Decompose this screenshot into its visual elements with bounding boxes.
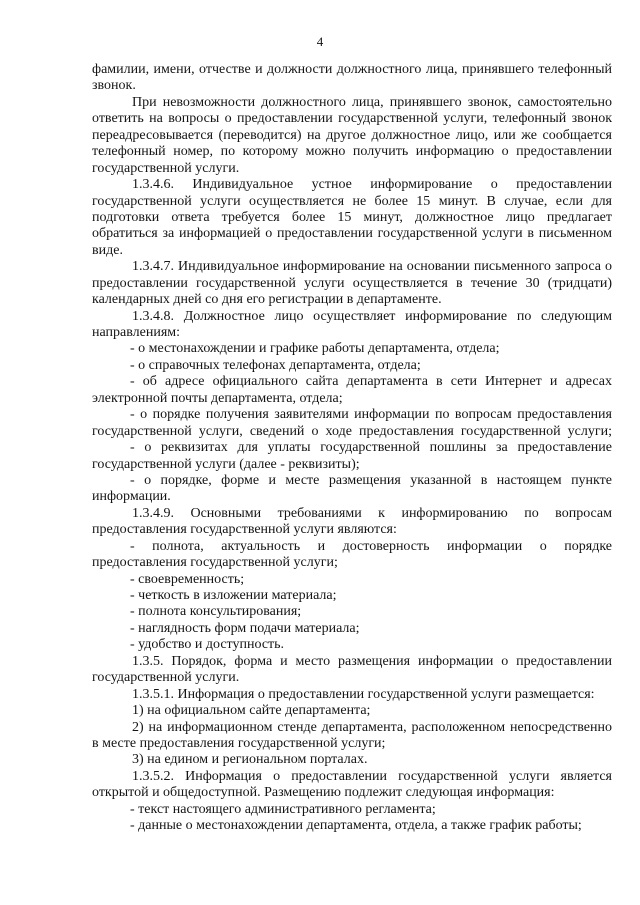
- text-line: открытой и общедоступной. Размещению подлежит следующая информация:: [92, 785, 555, 801]
- text-line: предоставлении государственной услуги осуществляется в течение 30 (тридцати): [92, 275, 612, 291]
- text-line: 1.3.4.9. Основными требованиями к информированию по вопросам: [132, 505, 612, 521]
- text-line: в месте предоставления государственной услуги;: [92, 735, 386, 751]
- document-body: [92, 62, 612, 835]
- text-line: фамилии, имени, отчестве и должности должностного лица, принявшего телефонный: [92, 62, 612, 77]
- text-line: 2) на информационном стенде департамента, расположенном непосредственно: [132, 719, 612, 735]
- text-line: 3) на едином и региональном порталах.: [132, 752, 368, 768]
- text-line: - о реквизитах для уплаты государственной пошлины за предоставление: [130, 440, 612, 456]
- text-line: ответить на вопросы о предоставлении государственной услуги, телефонный звонок: [92, 111, 612, 127]
- text-line: - четкость в изложении материала;: [130, 588, 337, 603]
- text-line: подготовки ответа требуется более 15 минут, должностное лицо предлагает: [92, 209, 612, 225]
- text-line: - полнота консультирования;: [130, 604, 302, 620]
- text-line: предоставления государственной услуги;: [92, 555, 338, 571]
- text-line: государственной услуги.: [92, 670, 240, 686]
- text-line: направлениям:: [92, 325, 181, 340]
- text-line: При невозможности должностного лица, принявшего звонок, самостоятельно: [132, 94, 612, 110]
- text-line: электронной почты департамента, отдела;: [92, 390, 343, 406]
- text-line: - о местонахождении и графике работы департамента, отдела;: [130, 341, 500, 357]
- text-line: 1.3.4.6. Индивидуальное устное информирование о предоставлении: [132, 177, 612, 193]
- text-line: обратиться за информацией о предоставлении государственной услуги в письменном: [92, 226, 612, 242]
- page-number: 4: [316, 34, 324, 49]
- text-line: 1.3.5. Порядок, форма и место размещения информации о предоставлении: [132, 653, 612, 669]
- text-line: 1.3.5.1. Информация о предоставлении государственной услуги размещается:: [132, 686, 595, 702]
- text-line: государственной услуги, сведений о ходе предоставления государственной услуги;: [92, 423, 612, 439]
- text-line: виде.: [92, 242, 123, 258]
- text-line: государственной услуги осуществляется не более 15 минут. В случае, если для: [92, 193, 612, 209]
- text-line: 1.3.5.2. Информация о предоставлении государственной услуги является: [132, 768, 612, 784]
- text-line: звонок.: [92, 78, 136, 94]
- text-line: телефонный номер, по которому можно получить информацию о предоставлении: [92, 144, 612, 160]
- text-line: - данные о местонахождении департамента, отдела, а также график работы;: [130, 818, 582, 834]
- text-line: - удобство и доступность.: [130, 637, 285, 653]
- text-line: календарных дней со дня его регистрации в департаменте.: [92, 292, 442, 308]
- text-line: - текст настоящего административного регламента;: [130, 801, 436, 817]
- text-line: предоставления государственной услуги являются:: [92, 522, 397, 538]
- text-line: переадресовывается (переводится) на другое должностное лицо, или же сообщается: [92, 127, 612, 143]
- text-line: информации.: [92, 489, 171, 505]
- text-line: 1.3.4.7. Индивидуальное информирование на основании письменного запроса о: [132, 259, 612, 275]
- text-line: - об адресе официального сайта департамента в сети Интернет и адресах: [130, 374, 612, 390]
- text-line: 1.3.4.8. Должностное лицо осуществляет информирование по следующим: [132, 308, 612, 324]
- text-line: - о порядке получения заявителями информации по вопросам предоставления: [130, 407, 612, 423]
- text-line: государственной услуги.: [92, 160, 240, 176]
- text-line: 1) на официальном сайте департамента;: [132, 703, 371, 719]
- text-line: - полнота, актуальность и достоверность информации о порядке: [130, 538, 612, 554]
- text-line: - своевременность;: [130, 571, 245, 587]
- text-line: - о порядке, форме и месте размещения указанной в настоящем пункте: [130, 472, 612, 488]
- text-line: государственной услуги (далее - реквизиты);: [92, 456, 360, 472]
- text-line: - о справочных телефонах департамента, отдела;: [130, 357, 421, 373]
- text-line: - наглядность форм подачи материала;: [130, 620, 360, 636]
